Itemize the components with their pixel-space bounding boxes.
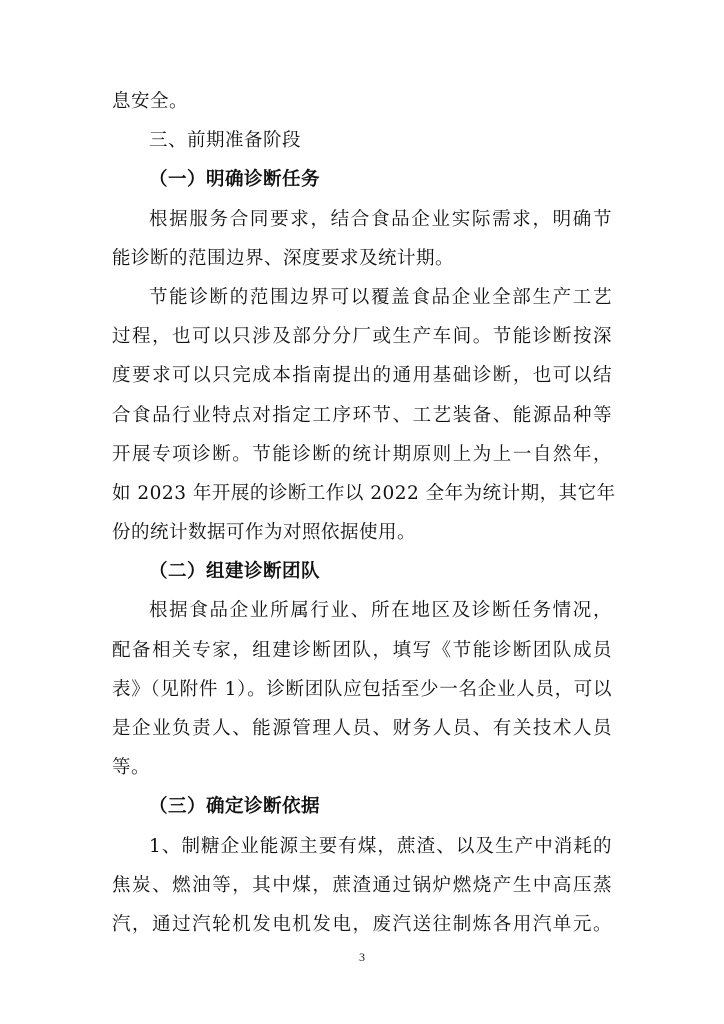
- document-body: [112, 82, 616, 944]
- paragraph-line: 份的统计数据可作为对照依据使用。: [112, 522, 417, 544]
- paragraph-line: 根据服务合同要求，结合食品企业实际需求，明确节: [149, 208, 612, 230]
- paragraph-line: 如 2023 年开展的诊断工作以 2022 全年为统计期，其它年: [112, 482, 616, 504]
- paragraph-line: 焦炭、燃油等，其中煤，蔗渣通过锅炉燃烧产生中高压蒸: [112, 874, 612, 896]
- subsection-heading: （二）组建诊断团队: [149, 561, 321, 583]
- subsection-heading: （一）明确诊断任务: [149, 169, 321, 191]
- paragraph-line: 息安全。: [112, 91, 189, 112]
- paragraph-line: 是企业负责人、能源管理人员、财务人员、有关技术人员: [112, 718, 612, 739]
- section-heading: 三、前期准备阶段: [149, 130, 302, 152]
- paragraph-line: 过程，也可以只涉及部分分厂或生产车间。节能诊断按深: [112, 326, 612, 348]
- paragraph-line: 汽，通过汽轮机发电机发电，废汽送往制炼各用汽单元。: [112, 913, 612, 935]
- paragraph-line: 能诊断的范围边界、深度要求及统计期。: [112, 247, 455, 269]
- paragraph-line: 根据食品企业所属行业、所在地区及诊断任务情况，: [149, 600, 612, 622]
- paragraph-line: 表》（见附件 1）。诊断团队应包括至少一名企业人员，可以: [112, 678, 612, 700]
- paragraph-line: 节能诊断的范围边界可以覆盖食品企业全部生产工艺: [149, 286, 612, 308]
- page-number: 3: [359, 950, 365, 964]
- paragraph-line: 开展专项诊断。节能诊断的统计期原则上为上一自然年，: [112, 443, 612, 465]
- paragraph-line: 合食品行业特点对指定工序环节、工艺装备、能源品种等: [112, 404, 612, 426]
- subsection-heading: （三）确定诊断依据: [149, 796, 321, 818]
- paragraph-line: 度要求可以只完成本指南提出的通用基础诊断，也可以结: [112, 365, 612, 387]
- paragraph-line: 等。: [112, 757, 151, 779]
- paragraph-line: 1、制糖企业能源主要有煤，蔗渣、以及生产中消耗的: [149, 835, 612, 857]
- paragraph-line: 配备相关专家，组建诊断团队，填写《节能诊断团队成员: [112, 639, 612, 661]
